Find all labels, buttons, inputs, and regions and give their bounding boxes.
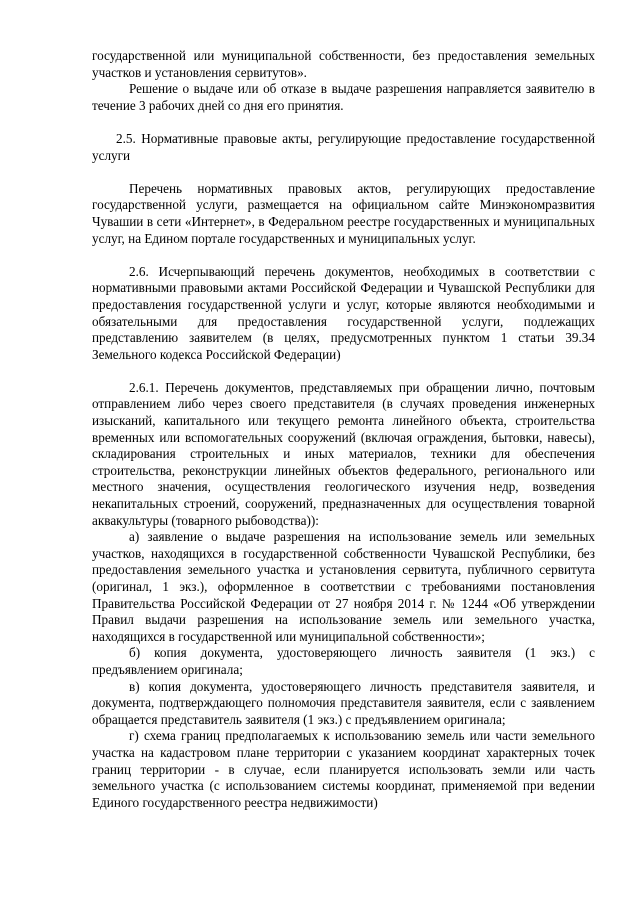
list-item-a: а) заявление о выдаче разрешения на использование земель или земельных участков, находящихся в государственной собственности Чувашской Республики, без предоставления земельного участка и установления сервитута, публичного сервитута (оригинал, 1 экз.), оформленное в соответствии с требованиями постановления Правительства Российской Федерации от 27 ноября 2014 г. № 1244 «Об утверждении Правил выдачи разрешения на использование земель или земельного участка, находящихся в государственной или муниципальной собственности»; <box>92 529 595 644</box>
document-page <box>92 48 595 811</box>
list-item-v: в) копия документа, удостоверяющего личность представителя заявителя, и документа, подтверждающего полномочия представителя заявителя, если с заявлением обращается представитель заявителя (1 экз.) с предъявлением оригинала; <box>92 678 595 727</box>
paragraph-2-6-1: 2.6.1. Перечень документов, представляемых при обращении лично, почтовым отправлением либо через своего представителя (в случаях проведения инженерных изысканий, капитального или текущего ремонта линейного объекта, строительства временных или вспомогательных сооружений (включая ограждения, бытовки, навесы), складирования строительных и иных материалов, техники для обеспечения строительства, реконструкции линейных объектов федерального, регионального или местного значения, осуществления геологического изучения недр, возведения некапитальных строений, сооружений, предназначенных для осуществления товарной аквакультуры (товарного рыбоводства)): <box>92 379 595 528</box>
list-item-g: г) схема границ предполагаемых к использованию земель или части земельного участка на кадастровом плане территории с указанием координат характерных точек границ территории - в случае, если планируется использовать земли или часть земельного участка (с использованием системы координат, применяемой при ведении Единого государственного реестра недвижимости) <box>92 728 595 810</box>
section-heading-2-5: 2.5. Нормативные правовые акты, регулирующие предоставление государственной услуги <box>92 130 595 163</box>
paragraph-normative-acts-list: Перечень нормативных правовых актов, регулирующих предоставление государственной услуги, размещается на официальном сайте Минэкономразвития Чувашии в сети «Интернет», в Федеральном реестре государственных и муниципальных услуг, на Едином портале государственных и муниципальных услуг. <box>92 180 595 246</box>
paragraph-land-use-end: государственной или муниципальной собственности, без предоставления земельных участков и установления сервитутов». <box>92 48 595 80</box>
paragraph-decision-notice: Решение о выдаче или об отказе в выдаче разрешения направляется заявителю в течение 3 рабочих дней со дня его принятия. <box>92 81 595 113</box>
list-item-b: б) копия документа, удостоверяющего личность заявителя (1 экз.) с предъявлением оригинала; <box>92 645 595 677</box>
section-heading-2-6: 2.6. Исчерпывающий перечень документов, необходимых в соответствии с нормативными правовыми актами Российской Федерации и Чувашской Республики для предоставления государственной услуги и услуг, которые являются необходимыми и обязательными для предоставления государственной услуги, подлежащих представлению заявителем (в целях, предусмотренных пунктом 1 статьи 39.34 Земельного кодекса Российской Федерации) <box>92 263 595 362</box>
